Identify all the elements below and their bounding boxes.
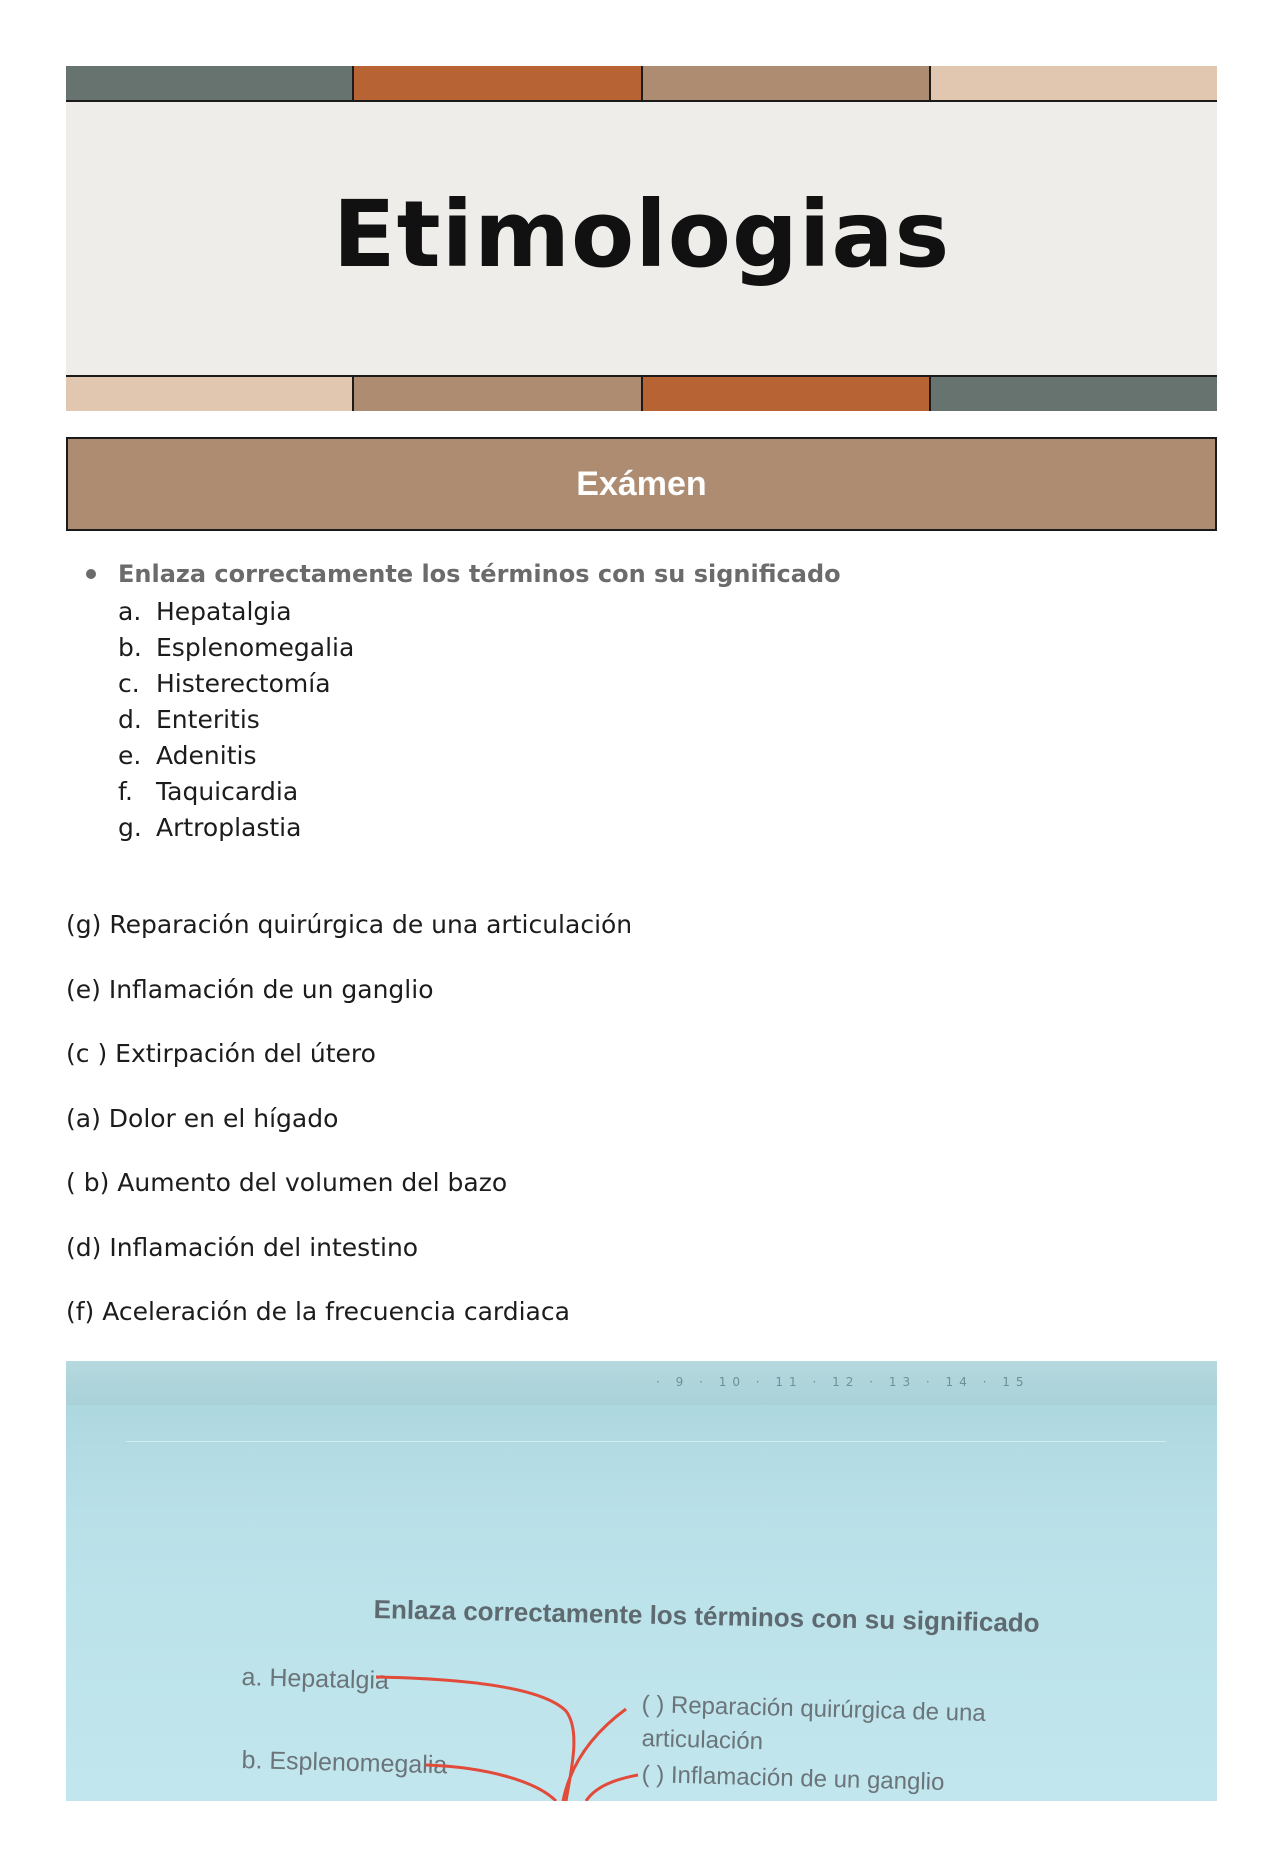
answer-item: ( b) Aumento del volumen del bazo [66, 1168, 508, 1197]
list-marker: c. [118, 669, 140, 698]
stripe-segment [641, 66, 929, 102]
connection-line [426, 1765, 556, 1801]
term-label: Taquicardia [156, 777, 299, 806]
stripe-segment [641, 375, 929, 411]
photo-definition: ( ) Inflamación de un ganglio [641, 1761, 945, 1796]
answer-list [66, 905, 632, 1357]
connection-line [586, 1775, 638, 1801]
bottom-color-stripe [66, 375, 1217, 411]
term-label: Esplenomegalia [156, 633, 355, 662]
instruction-text: Enlaza correctamente los términos con su significado [118, 560, 841, 588]
header-banner [66, 66, 1217, 411]
answer-item: (a) Dolor en el hígado [66, 1103, 339, 1133]
answer-item: (c ) Extirpación del útero [66, 1039, 376, 1068]
list-item [118, 810, 354, 846]
stripe-segment [352, 375, 640, 411]
list-item [118, 738, 354, 774]
list-marker: g. [118, 813, 142, 842]
list-marker: a. [118, 597, 142, 626]
top-color-stripe [66, 66, 1217, 102]
photo-definition: articulación [641, 1725, 764, 1756]
stripe-segment [66, 66, 352, 102]
photo-term: b. Esplenomegalia [241, 1746, 448, 1780]
list-marker: e. [118, 741, 142, 770]
worksheet-photo [66, 1361, 1217, 1801]
term-label: Enteritis [156, 705, 260, 734]
photo-heading: Enlaza correctamente los términos con su significado [373, 1594, 1040, 1638]
list-item [118, 666, 354, 702]
list-item [118, 774, 354, 810]
stripe-segment [352, 66, 640, 102]
title-panel [66, 102, 1217, 375]
term-label: Histerectomía [156, 669, 331, 698]
term-label: Hepatalgia [156, 597, 292, 626]
answer-item: (f) Aceleración de la frecuencia cardiaca [66, 1297, 570, 1326]
photo-term: a. Hepatalgia [241, 1663, 390, 1695]
answer-item: (g) Reparación quirúrgica de una articulación [66, 910, 633, 939]
term-list [118, 594, 354, 846]
stripe-segment [929, 66, 1217, 102]
bullet-dot-icon [86, 569, 96, 579]
stripe-segment [66, 375, 352, 411]
photo-definition: ( ) Reparación quirúrgica de una [641, 1691, 987, 1728]
connection-line [376, 1677, 574, 1801]
ruler-ticks: · 9 · 10 · 11 · 12 · 13 · 14 · 15 [656, 1375, 1030, 1389]
answer-item: (e) Inflamación de un ganglio [66, 974, 434, 1004]
list-marker: b. [118, 633, 142, 662]
section-title: Exámen [576, 464, 707, 503]
connection-lines [66, 1361, 1217, 1801]
list-item [118, 594, 354, 630]
term-label: Adenitis [156, 741, 257, 770]
term-label: Artroplastia [156, 813, 302, 842]
list-marker: f. [118, 777, 133, 806]
instruction-bullet [86, 560, 841, 588]
list-item [118, 702, 354, 738]
list-item [118, 630, 354, 666]
stripe-segment [929, 375, 1217, 411]
section-header [66, 437, 1217, 531]
list-marker: d. [118, 705, 142, 734]
answer-item: (d) Inflamación del intestino [66, 1232, 419, 1262]
page-title: Etimologias [332, 181, 951, 288]
